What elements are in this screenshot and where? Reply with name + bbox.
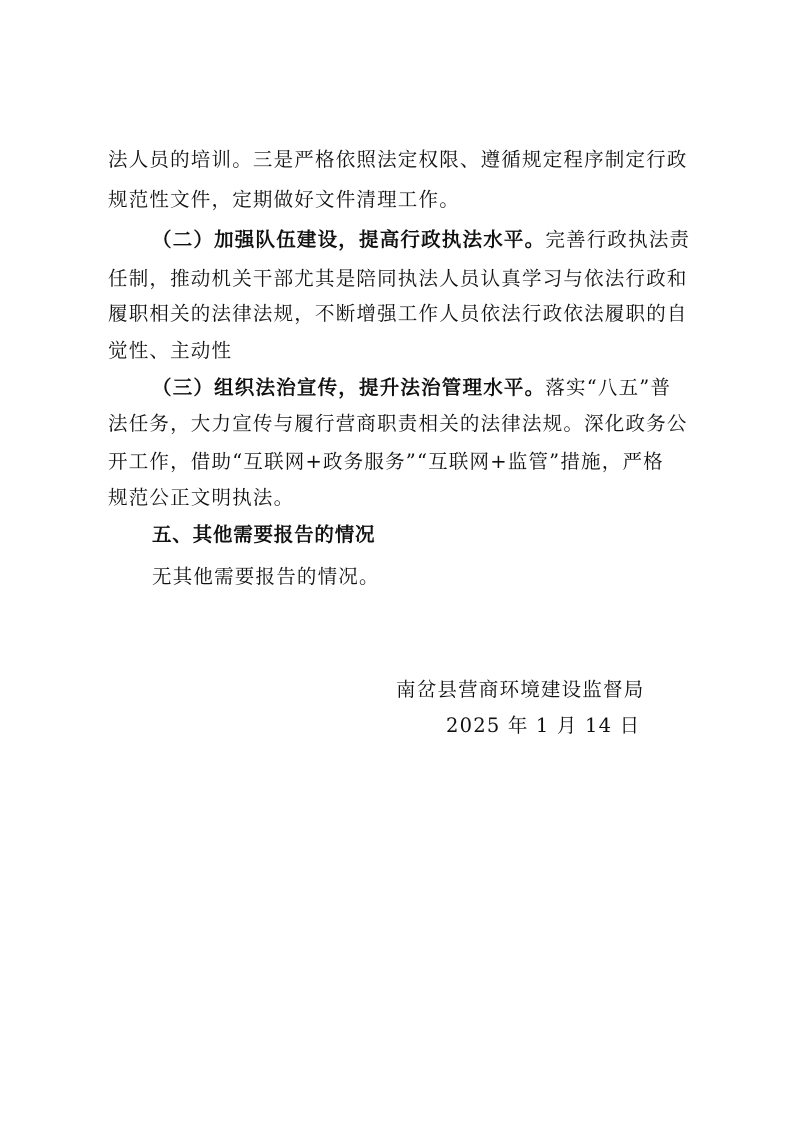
line-text: 开工作，借助“互联网+政务服务”“互联网+监管”措施，严格 [108, 450, 664, 473]
paragraph-line [108, 337, 698, 365]
line-text: 无其他需要报告的情况。 [152, 565, 380, 588]
subsection-heading: （二）加强队伍建设，提高行政执法水平。 [152, 228, 546, 251]
line-text: 觉性、主动性 [108, 339, 233, 362]
paragraph-line [152, 226, 742, 254]
line-text: 规范性文件，定期做好文件清理工作。 [108, 188, 460, 211]
signature-date: 2025 年 1 月 14 日 [446, 714, 641, 737]
paragraph-line [108, 186, 698, 214]
section-heading-text: 五、其他需要报告的情况 [152, 523, 376, 546]
paragraph-line [108, 410, 698, 438]
section-heading [152, 521, 742, 549]
line-text: 完善行政执法责 [545, 228, 691, 251]
subsection-heading: （三）组织法治宣传，提升法治管理水平。 [152, 376, 546, 399]
paragraph-line [152, 563, 742, 591]
paragraph-line [108, 448, 698, 476]
signature-organization: 南岔县营商环境建设监督局 [396, 678, 645, 701]
paragraph-line [108, 484, 698, 512]
line-text: 履职相关的法律法规，不断增强工作人员依法行政依法履职的自 [108, 302, 688, 325]
line-text: 落实“八五”普 [545, 376, 672, 399]
paragraph-line [108, 146, 698, 174]
line-text: 法人员的培训。三是严格依照法定权限、遵循规定程序制定行政 [108, 148, 688, 171]
line-text: 法任务，大力宣传与履行营商职责相关的法律法规。深化政务公 [108, 412, 688, 435]
paragraph-line [108, 265, 698, 293]
line-text: 任制，推动机关干部尤其是陪同执法人员认真学习与依法行政和 [108, 267, 688, 290]
paragraph-line [152, 374, 742, 402]
line-text: 规范公正文明执法。 [108, 486, 295, 509]
paragraph-line [108, 300, 698, 328]
